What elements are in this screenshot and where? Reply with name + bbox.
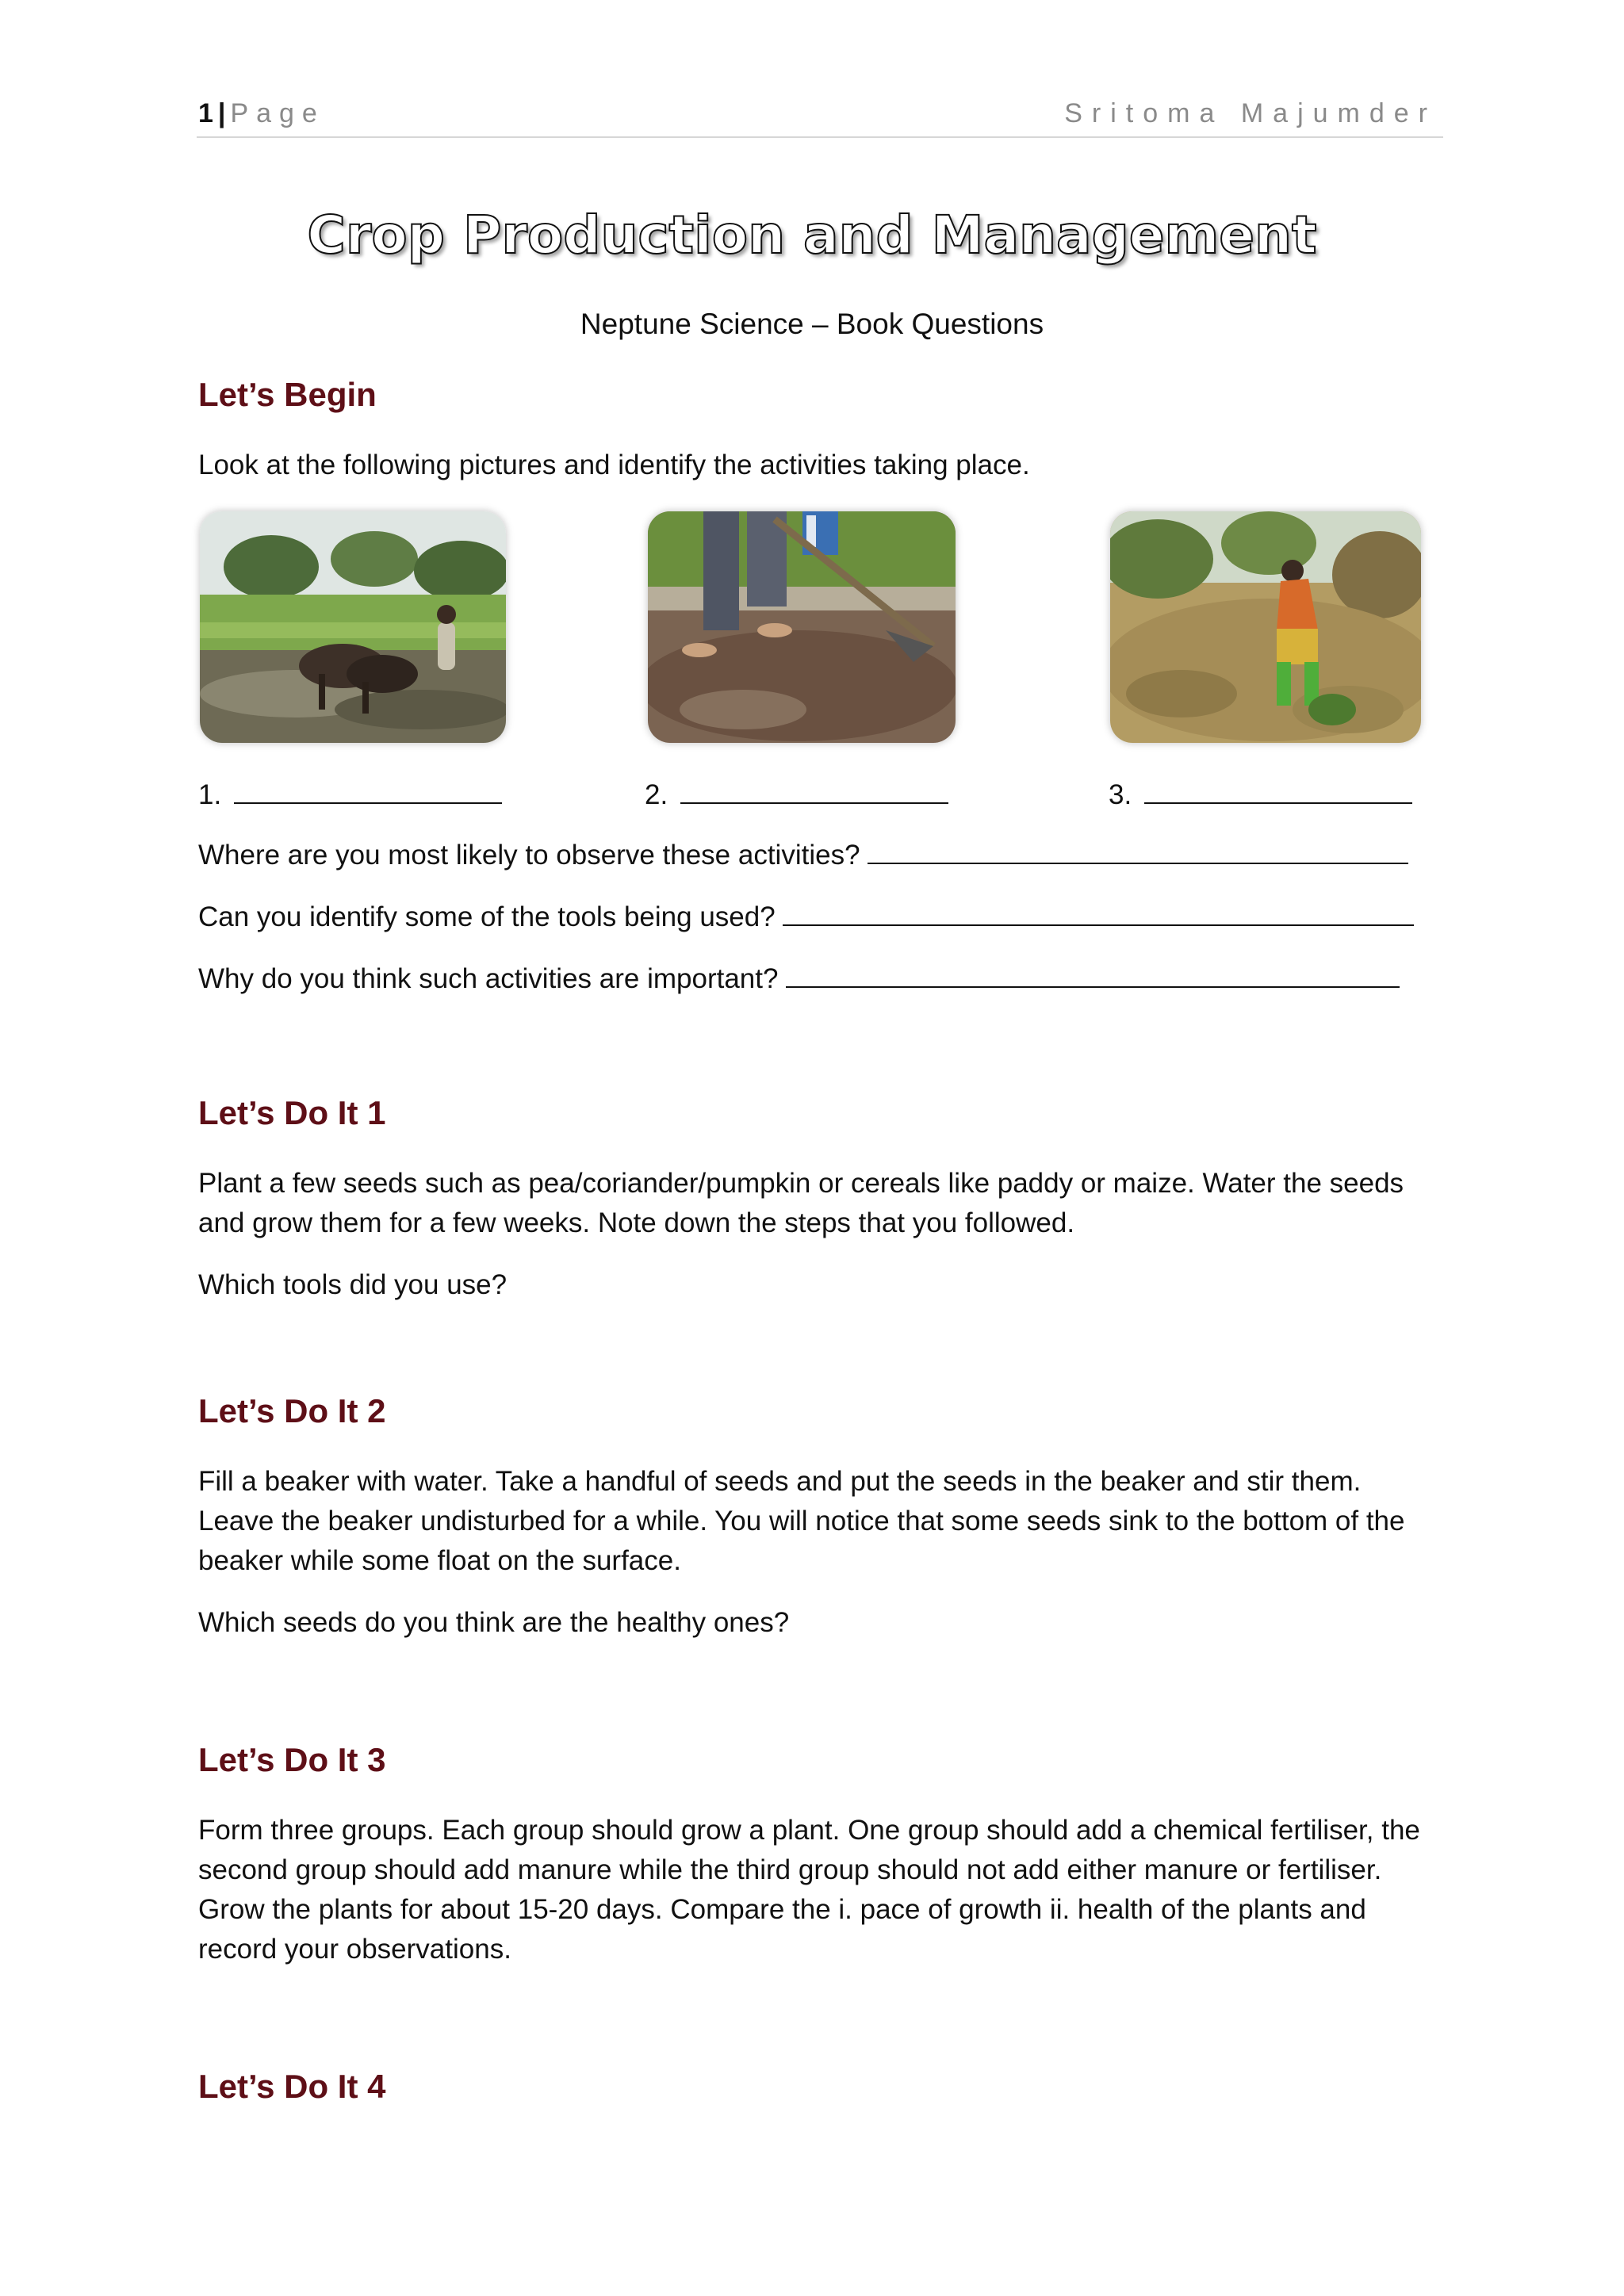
answer-blank-3[interactable] [1109,774,1412,811]
question-where-text: Where are you most likely to observe these activities? [198,840,860,871]
answer-blank-2[interactable] [645,774,948,811]
section-heading-lets-begin: Let’s Begin [198,376,377,413]
author-name: Sritoma Majumder [1064,98,1437,128]
answer-line-3[interactable] [1144,774,1412,804]
question-why [198,958,1451,999]
question-where [198,834,1451,875]
ploughing-oxen-photo [200,511,506,743]
answer-line-2[interactable] [680,774,948,804]
question-tools-text: Can you identify some of the tools being used? [198,901,776,932]
question-tools [198,896,1451,937]
page-title: Crop Production and Management [307,205,1317,266]
digging-hoe-photo [648,511,956,743]
header-divider [197,136,1443,138]
section-heading-do-it-2: Let’s Do It 2 [198,1392,386,1429]
answer-number-3: 3. [1109,779,1132,810]
header-separator: | [217,98,226,128]
section-heading-do-it-4: Let’s Do It 4 [198,2068,386,2105]
question-why-text: Why do you think such activities are important? [198,963,779,994]
section-heading-do-it-1: Let’s Do It 1 [198,1094,386,1131]
section-heading-do-it-3: Let’s Do It 3 [198,1741,386,1778]
answer-line-1[interactable] [234,774,502,804]
answer-number-2: 2. [645,779,668,810]
question-where-blank[interactable] [868,834,1408,864]
page-subtitle: Neptune Science – Book Questions [580,308,1044,340]
question-tools-blank[interactable] [783,896,1414,926]
lets-begin-intro: Look at the following pictures and identify the activities taking place. [198,450,1030,480]
question-why-blank[interactable] [786,958,1400,988]
do-it-1-question: Which tools did you use? [198,1269,508,1300]
farmer-weeding-photo [1110,511,1421,743]
page-number: 1 [198,98,213,128]
page-word: Page [230,98,325,128]
answer-number-1: 1. [198,779,222,810]
answer-blank-1[interactable] [198,774,502,811]
do-it-3-text: Form three groups. Each group should grow a plant. One group should add a chemical fertiliser, the second group should add manure while the third group should not add either manure or fertiliser. Grow the plants for about 15-20 days. Compare the i. pace of growth ii. health of the plants and record your observations. [198,1815,1420,1965]
do-it-1-text: Plant a few seeds such as pea/coriander/pumpkin or cereals like paddy or maize. Water the seeds and grow them for a few weeks. Note down the steps that you followed. [198,1168,1404,1238]
do-it-2-question: Which seeds do you think are the healthy ones? [198,1607,790,1638]
page-number-label [198,98,325,129]
do-it-2-text: Fill a beaker with water. Take a handful of seeds and put the seeds in the beaker and stir them. Leave the beaker undisturbed for a while. You will notice that some seeds sink to the bottom of the beaker while some float on the surface. [198,1466,1405,1576]
